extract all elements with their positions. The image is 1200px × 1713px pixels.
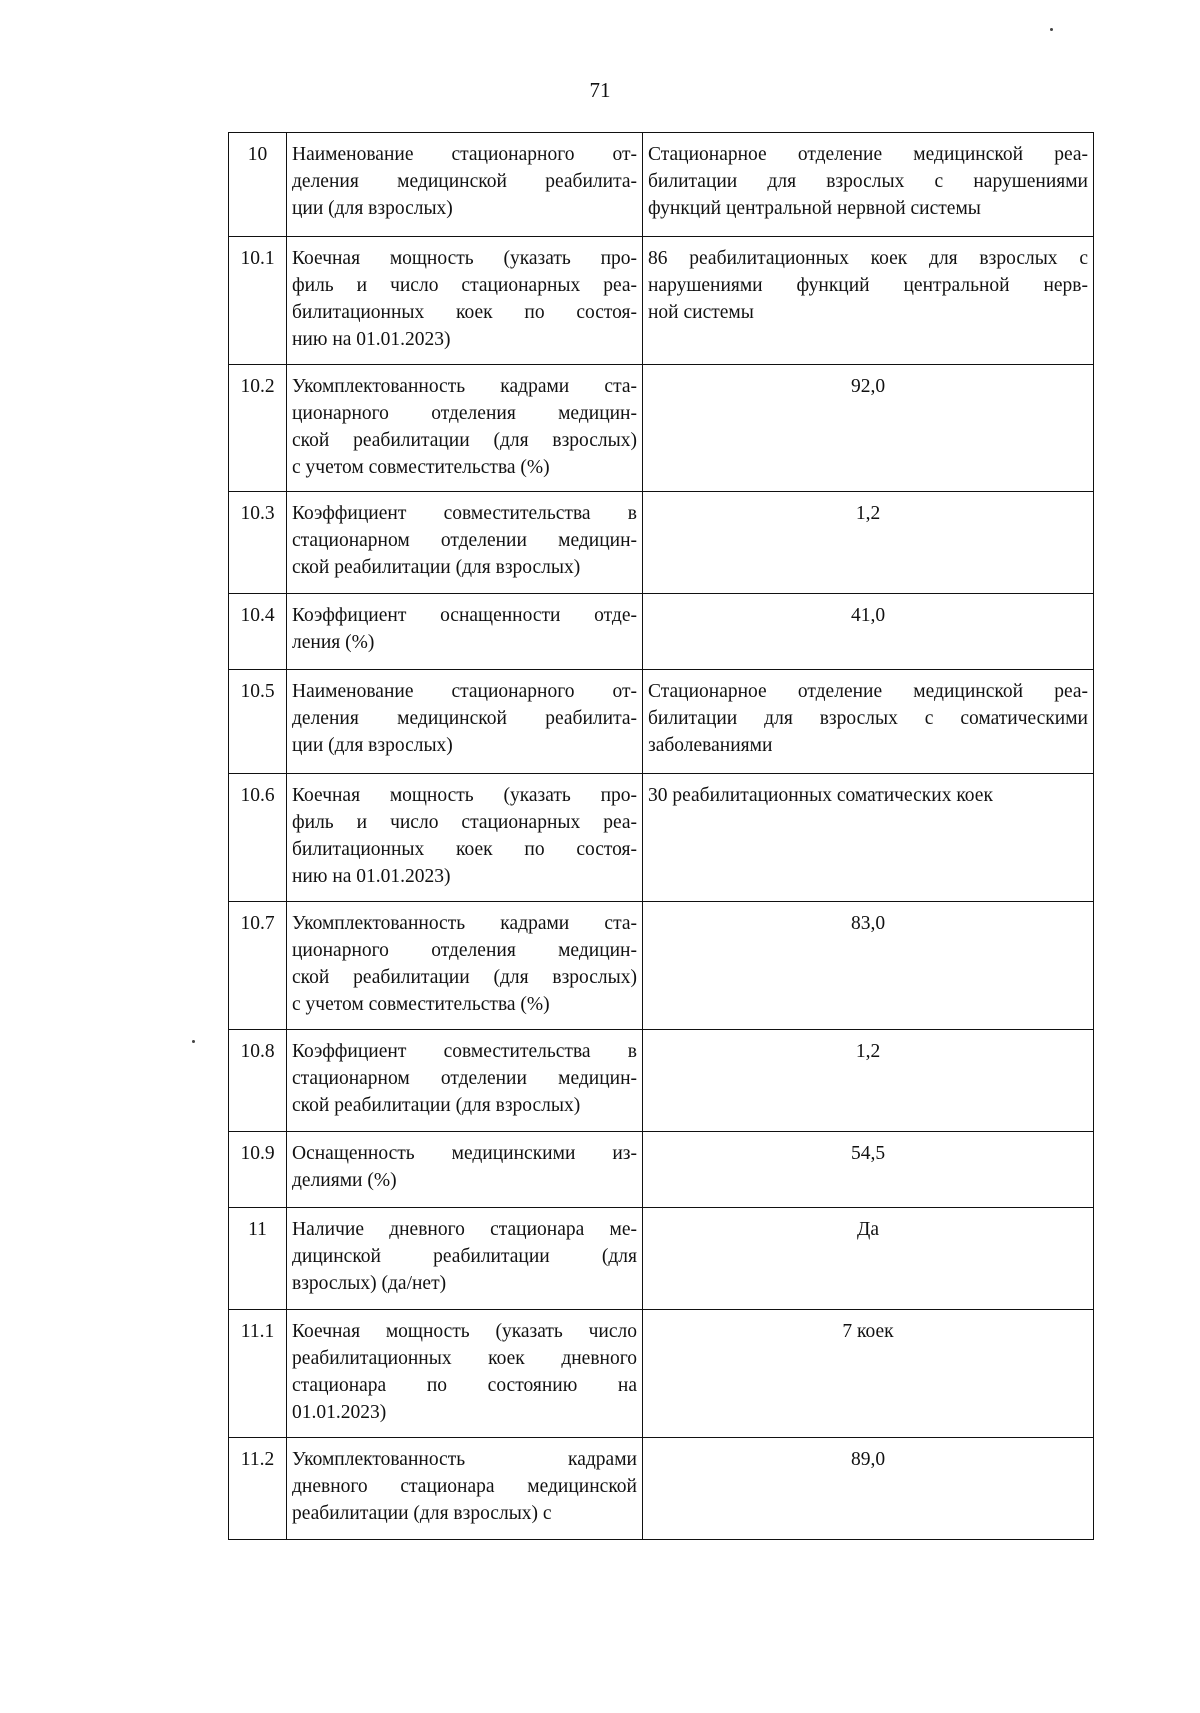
label-line: ционарного отделения медицин-	[292, 940, 637, 961]
data-table	[228, 132, 1094, 1540]
table-row	[229, 1132, 1094, 1208]
label-line: 01.01.2023)	[292, 1402, 387, 1423]
row-value	[643, 492, 1094, 594]
table-row	[229, 670, 1094, 774]
value-line: ной системы	[648, 302, 754, 323]
table-row	[229, 1208, 1094, 1310]
value-line: билитации для взрослых с соматическими	[648, 708, 1088, 729]
label-line: взрослых) (да/нет)	[292, 1273, 447, 1294]
row-number: 10.2	[229, 365, 287, 492]
label-line: Наличие дневного стационара ме-	[292, 1219, 637, 1240]
label-line: билитационных коек по состоя-	[292, 839, 637, 860]
label-line: Коечная мощность (указать число	[292, 1321, 637, 1342]
table-row	[229, 1310, 1094, 1438]
label-line: с учетом совместительства (%)	[292, 457, 550, 478]
row-number: 10.3	[229, 492, 287, 594]
row-number: 10.6	[229, 774, 287, 902]
label-line: билитационных коек по состоя-	[292, 302, 637, 323]
value-line: 1,2	[855, 1041, 881, 1062]
table-row	[229, 594, 1094, 670]
label-line: стационарном отделении медицин-	[292, 530, 637, 551]
scan-dot	[192, 1040, 195, 1043]
table-body	[229, 133, 1094, 1540]
scan-dot	[1050, 28, 1053, 31]
row-label	[287, 594, 643, 670]
label-line: ции (для взрослых)	[292, 198, 453, 219]
label-line: стационара по состоянию на	[292, 1375, 637, 1396]
label-line: филь и число стационарных реа-	[292, 812, 637, 833]
row-label	[287, 492, 643, 594]
row-label	[287, 1132, 643, 1208]
table-row	[229, 133, 1094, 237]
label-line: реабилитационных коек дневного	[292, 1348, 637, 1369]
value-line: нарушениями функций центральной нерв-	[648, 275, 1088, 296]
table-row	[229, 365, 1094, 492]
row-value	[643, 365, 1094, 492]
row-label	[287, 1310, 643, 1438]
label-line: Оснащенность медицинскими из-	[292, 1143, 637, 1164]
value-line: Стационарное отделение медицинской реа-	[648, 144, 1088, 165]
table-row	[229, 1438, 1094, 1540]
row-value	[643, 133, 1094, 237]
value-line: Стационарное отделение медицинской реа-	[648, 681, 1088, 702]
label-line: ской реабилитации (для взрослых)	[292, 430, 637, 451]
value-line: 83,0	[850, 913, 886, 934]
label-line: Наименование стационарного от-	[292, 144, 637, 165]
row-value	[643, 594, 1094, 670]
label-line: дицинской реабилитации (для	[292, 1246, 637, 1267]
row-value	[643, 670, 1094, 774]
label-line: деления медицинской реабилита-	[292, 171, 637, 192]
value-line: заболеваниями	[648, 735, 773, 756]
row-number: 10.1	[229, 237, 287, 365]
row-label	[287, 902, 643, 1030]
label-line: стационарном отделении медицин-	[292, 1068, 637, 1089]
row-value	[643, 1438, 1094, 1540]
table-row	[229, 237, 1094, 365]
row-label	[287, 774, 643, 902]
label-line: ления (%)	[292, 632, 375, 653]
label-line: ционарного отделения медицин-	[292, 403, 637, 424]
label-line: Наименование стационарного от-	[292, 681, 637, 702]
value-line: функций центральной нервной системы	[648, 198, 981, 219]
label-line: Коэффициент совместительства в	[292, 503, 637, 524]
label-line: ской реабилитации (для взрослых)	[292, 967, 637, 988]
label-line: реабилитации (для взрослых) с	[292, 1503, 552, 1524]
value-line: 86 реабилитационных коек для взрослых с	[648, 248, 1088, 269]
row-value	[643, 1132, 1094, 1208]
value-line: 30 реабилитационных соматических коек	[648, 785, 993, 806]
row-label	[287, 1438, 643, 1540]
label-line: Коэффициент оснащенности отде-	[292, 605, 637, 626]
label-line: ции (для взрослых)	[292, 735, 453, 756]
value-line: 89,0	[850, 1449, 886, 1470]
row-label	[287, 670, 643, 774]
label-line: с учетом совместительства (%)	[292, 994, 550, 1015]
table-row	[229, 492, 1094, 594]
row-number: 10	[229, 133, 287, 237]
row-number: 10.9	[229, 1132, 287, 1208]
value-line: 92,0	[850, 376, 886, 397]
label-line: ской реабилитации (для взрослых)	[292, 557, 581, 578]
row-value	[643, 1208, 1094, 1310]
row-number: 11	[229, 1208, 287, 1310]
label-line: нию на 01.01.2023)	[292, 866, 451, 887]
label-line: Коечная мощность (указать про-	[292, 248, 637, 269]
label-line: Укомплектованность кадрами ста-	[292, 913, 637, 934]
table-row	[229, 902, 1094, 1030]
row-label	[287, 365, 643, 492]
label-line: Укомплектованность кадрами ста-	[292, 376, 637, 397]
row-number: 11.1	[229, 1310, 287, 1438]
value-line: 54,5	[850, 1143, 886, 1164]
row-value	[643, 1030, 1094, 1132]
label-line: дневного стационара медицинской	[292, 1476, 637, 1497]
row-label	[287, 133, 643, 237]
label-line: Коечная мощность (указать про-	[292, 785, 637, 806]
row-number: 10.7	[229, 902, 287, 1030]
label-line: Укомплектованность кадрами	[292, 1449, 637, 1470]
row-value	[643, 1310, 1094, 1438]
row-label	[287, 1030, 643, 1132]
row-number: 10.8	[229, 1030, 287, 1132]
table-row	[229, 774, 1094, 902]
value-line: Да	[857, 1219, 879, 1240]
page-number: 71	[589, 78, 611, 102]
row-number: 10.5	[229, 670, 287, 774]
table-row	[229, 1030, 1094, 1132]
label-line: Коэффициент совместительства в	[292, 1041, 637, 1062]
label-line: деления медицинской реабилита-	[292, 708, 637, 729]
value-line: 41,0	[850, 605, 886, 626]
row-label	[287, 1208, 643, 1310]
value-line: 1,2	[855, 503, 881, 524]
value-line: билитации для взрослых с нарушениями	[648, 171, 1088, 192]
label-line: делиями (%)	[292, 1170, 397, 1191]
label-line: нию на 01.01.2023)	[292, 329, 451, 350]
row-value	[643, 774, 1094, 902]
row-number: 11.2	[229, 1438, 287, 1540]
row-label	[287, 237, 643, 365]
row-number: 10.4	[229, 594, 287, 670]
row-value	[643, 902, 1094, 1030]
row-value	[643, 237, 1094, 365]
label-line: филь и число стационарных реа-	[292, 275, 637, 296]
label-line: ской реабилитации (для взрослых)	[292, 1095, 581, 1116]
value-line: 7 коек	[842, 1321, 894, 1342]
